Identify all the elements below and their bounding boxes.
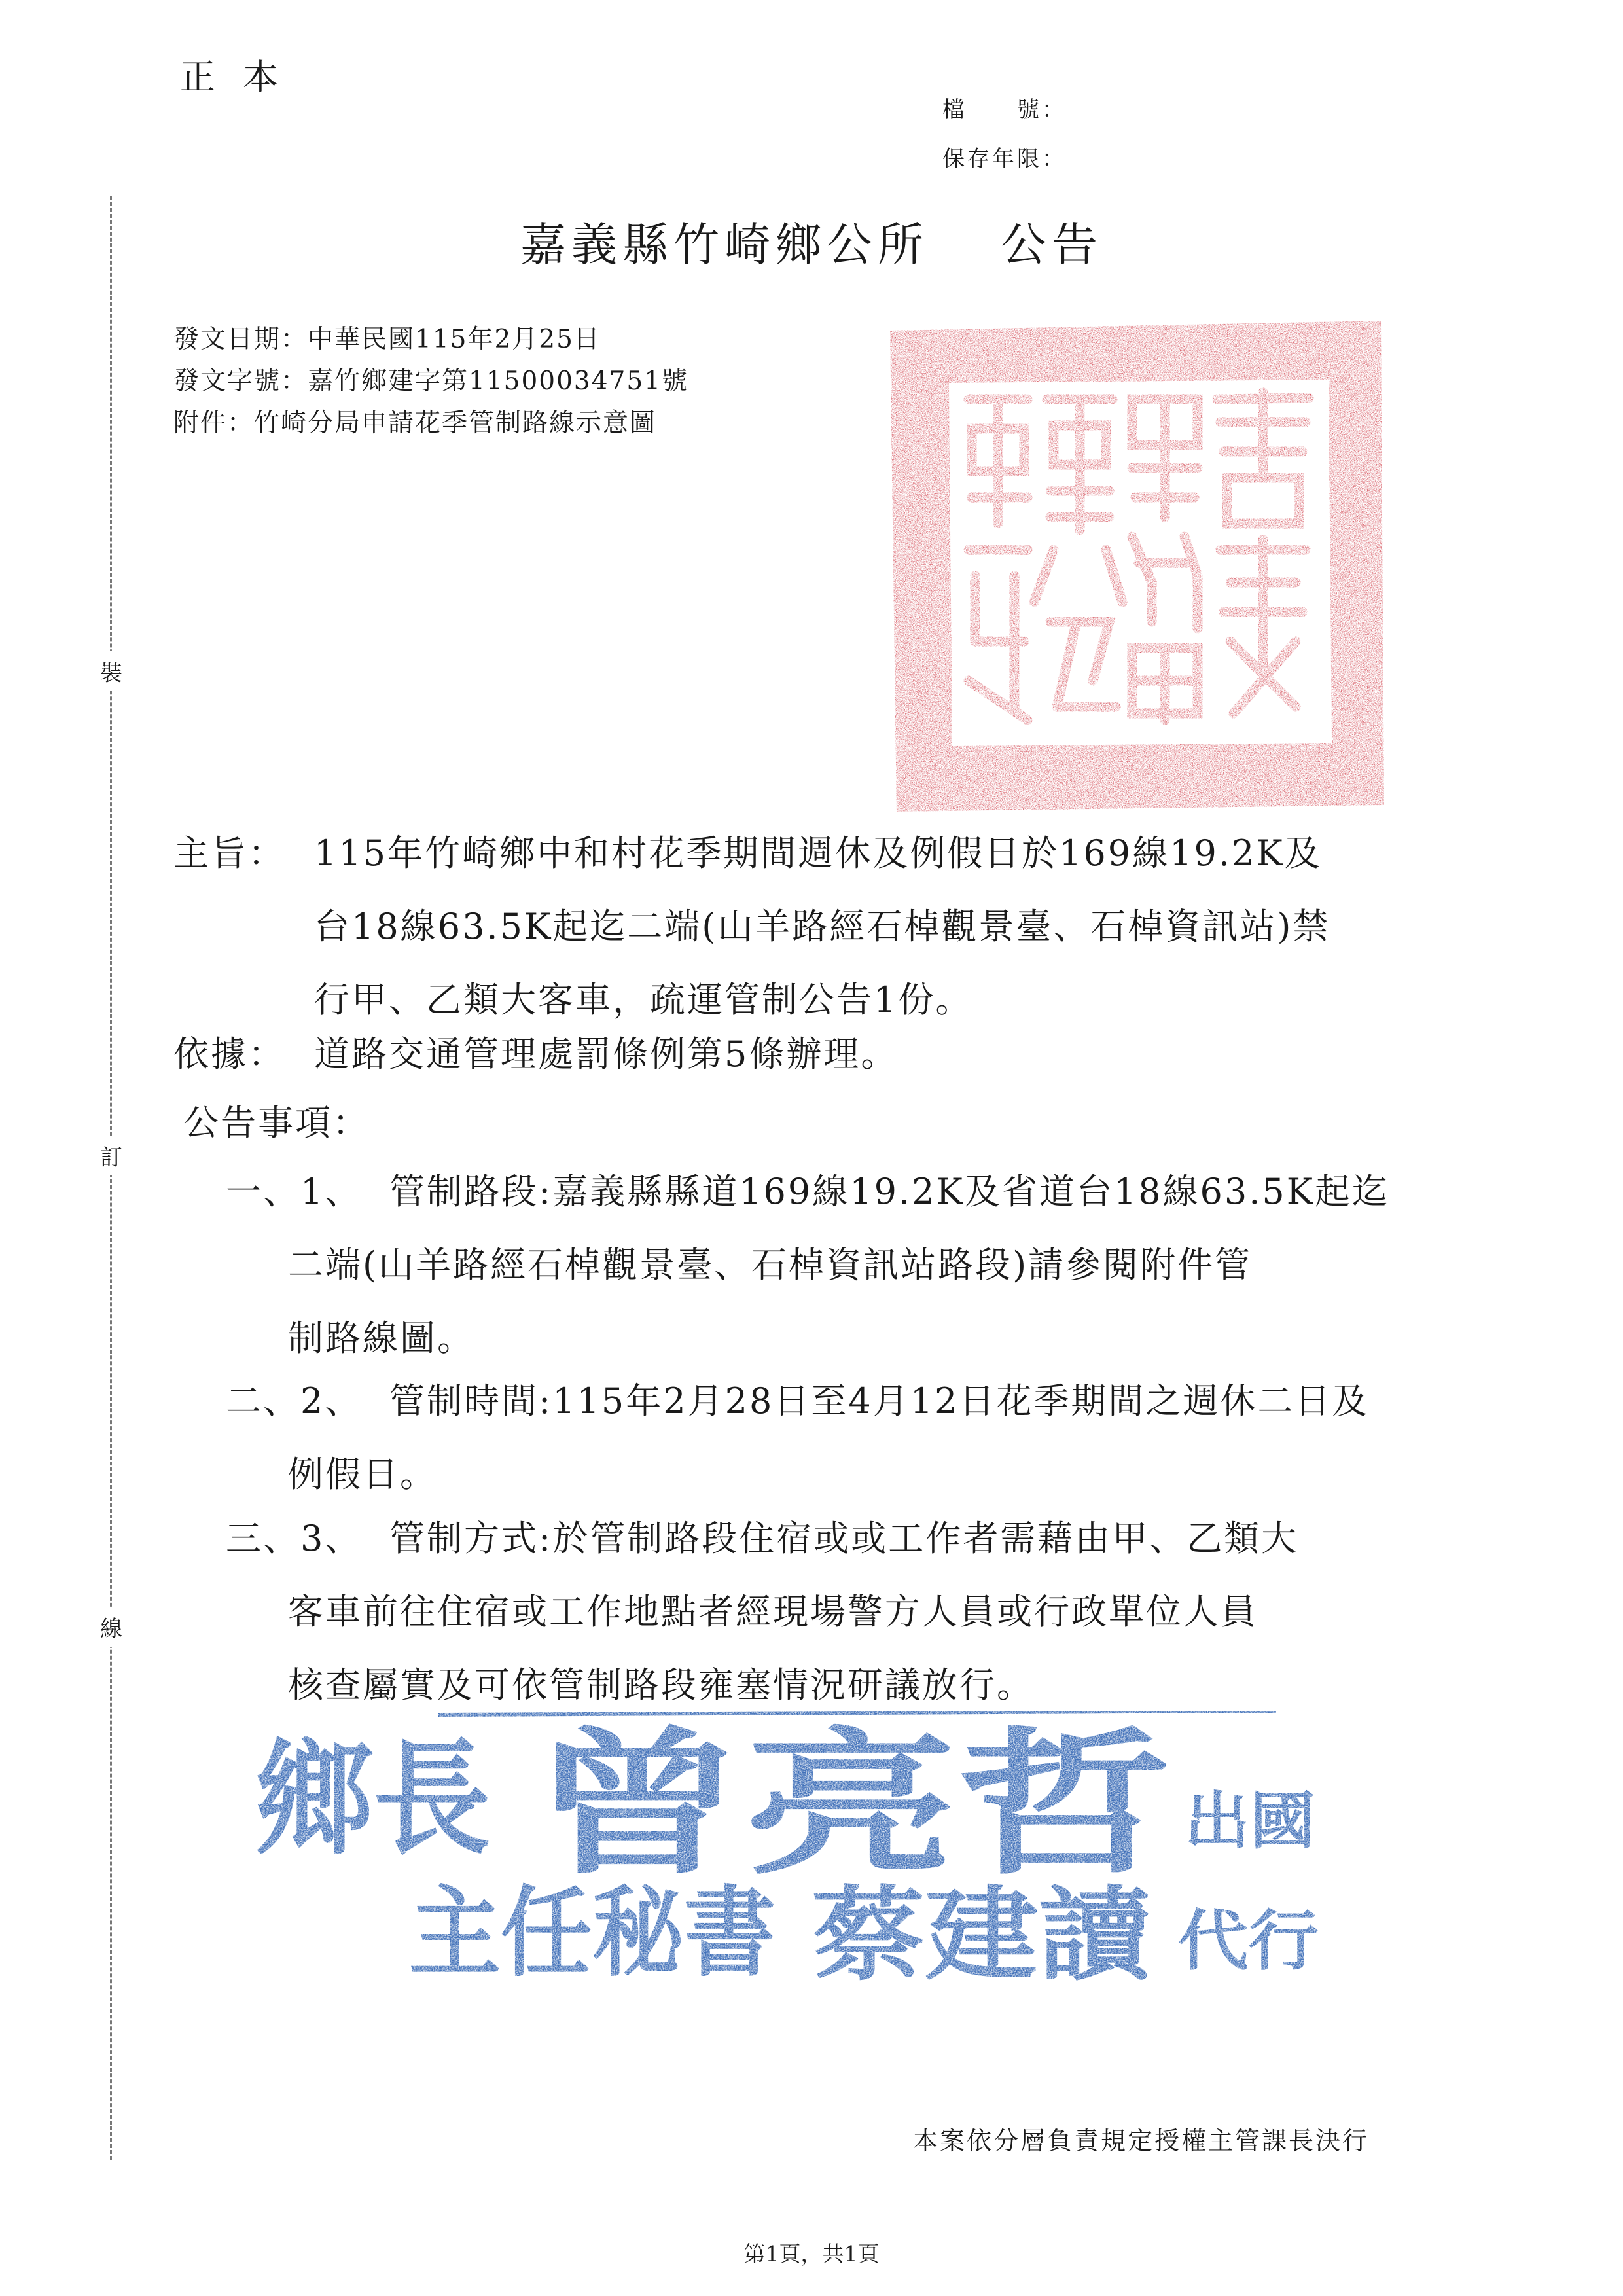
title-doc-type: 公告	[1001, 218, 1103, 272]
subject-line-1: 115年竹崎鄉中和村花季期間週休及例假日於169線19.2K及	[314, 833, 1322, 874]
item-3-marker: 三、3、	[226, 1518, 363, 1559]
binding-mark-xian: 線	[100, 1607, 122, 1647]
subject-line-2: 台18線63.5K起迄二端(山羊路經石棹觀景臺、石棹資訊站)禁	[314, 906, 1330, 947]
deputy-name: 蔡建讀	[812, 1874, 1157, 1994]
binding-margin-line	[110, 196, 112, 2160]
item-2-marker: 二、2、	[226, 1380, 363, 1422]
authority-note: 本案依分層負責規定授權主管課長決行	[913, 2126, 1370, 2155]
item-1-line-3: 制路線圖。	[288, 1318, 474, 1359]
signer-name: 曾亮哲	[530, 1712, 1171, 1896]
binding-mark-ding: 訂	[100, 1136, 122, 1175]
item-2-line-1: 管制時間:115年2月28日至4月12日花季期間之週休二日及	[389, 1380, 1370, 1422]
signature-stamp	[255, 1702, 1342, 2016]
file-number-label: 檔 號：	[942, 97, 1067, 123]
copy-mark: 正本	[180, 56, 306, 98]
subject-line-3: 行甲、乙類大客車，疏運管制公告1份。	[314, 979, 973, 1020]
item-3-line-1: 管制方式:於管制路段住宿或或工作者需藉由甲、乙類大	[389, 1518, 1299, 1559]
issue-date: 發文日期：中華民國115年2月25日	[173, 325, 601, 354]
document-number: 發文字號：嘉竹鄉建字第11500034751號	[173, 367, 688, 396]
signer-title: 鄉長	[255, 1726, 491, 1872]
item-1-line-1: 管制路段:嘉義縣縣道169線19.2K及省道台18線63.5K起迄	[389, 1171, 1390, 1212]
attachment-line: 附件：竹崎分局申請花季管制路線示意圖	[173, 408, 657, 438]
basis-label: 依據：	[173, 1033, 285, 1075]
item-3-line-3: 核查屬實及可依管制路段雍塞情況研議放行。	[288, 1664, 1034, 1706]
deputy-title: 主任秘書	[409, 1875, 776, 1990]
item-2-line-2: 例假日。	[288, 1454, 437, 1495]
signer-absence-note: 出國	[1185, 1785, 1315, 1857]
item-1-marker: 一、1、	[226, 1171, 363, 1212]
official-seal	[877, 314, 1394, 818]
items-heading: 公告事項：	[183, 1102, 370, 1143]
deputy-acting-note: 代行	[1178, 1902, 1319, 1979]
subject-label: 主旨：	[173, 833, 285, 874]
page-number: 第1頁，共1頁	[743, 2241, 880, 2267]
retention-period-label: 保存年限：	[942, 146, 1067, 172]
basis-text: 道路交通管理處罰條例第5條辦理。	[314, 1033, 899, 1075]
binding-mark-zhuang: 裝	[100, 651, 122, 691]
item-1-line-2: 二端(山羊路經石棹觀景臺、石棹資訊站路段)請參閱附件管	[288, 1244, 1253, 1285]
document-title	[0, 208, 1623, 274]
item-3-line-2: 客車前往住宿或工作地點者經現場警方人員或行政單位人員	[288, 1591, 1258, 1632]
title-agency: 嘉義縣竹崎鄉公所	[520, 218, 929, 272]
